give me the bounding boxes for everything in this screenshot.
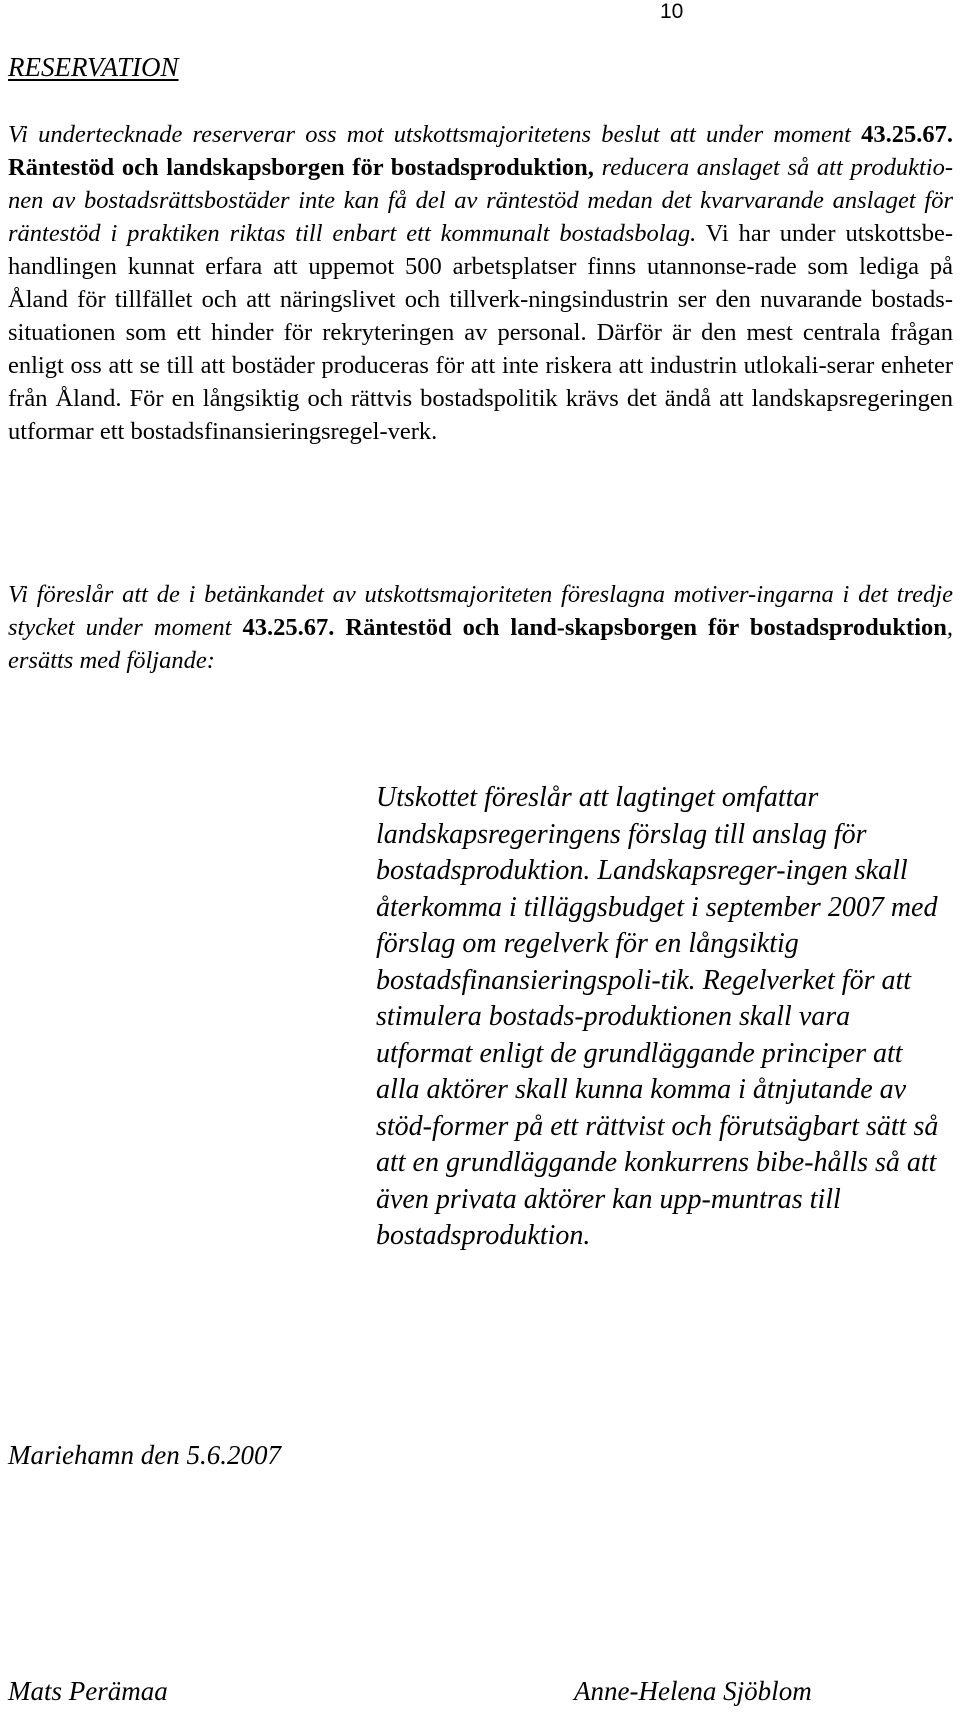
paragraph-reservation-rationale [8, 118, 953, 448]
budget-moment-reference: 43.25.67. Räntestöd och landskapsborgen för bostadsproduktion, [8, 121, 953, 181]
signatory-2: Anne-Helena Sjöblom [574, 1676, 812, 1706]
place-and-date: Mariehamn den 5.6.2007 [8, 1440, 281, 1470]
page-number: 10 [660, 0, 684, 23]
heading-reservation: RESERVATION [8, 52, 179, 82]
paragraph-proposal [8, 578, 953, 677]
paragraph-2-intro: Vi föreslår att de i betänkandet av utskottsmajoriteten föreslagna motiver-ingarna i det tredje stycket under moment [8, 581, 953, 641]
proposed-motivation-quote: Utskottet föreslår att lagtinget omfattar landskapsregeringens förslag till anslag för bostadsproduktion. Landskapsreger-ingen skall återkomma i tilläggsbudget i september 2007 med förslag om regelverk för en långsiktig bostadsfinansieringspoli-tik. Regelverket för att stimulera bostads-produktionen skall vara utformat enligt de grundläggande principer att alla aktörer skall kunna komma i åtnjutande av stöd-former på ett rättvist och förutsägbart sätt så att en grundläggande konkurrens bibe-hålls så att även privata aktörer kan upp-muntras till bostadsproduktion. [376, 782, 939, 1251]
paragraph-1-body: reducera anslaget så att produktio-nen av bostadsrättsbostäder inte kan få del av räntestöd medan det kvarvarande anslaget för räntestöd i praktiken riktas till enbart ett kommunalt bostadsbolag. [8, 154, 953, 247]
paragraph-1-body-upright: Vi har under utskottsbe-handlingen kunnat erfara att uppemot 500 arbetsplatser finns utannonse-rade som lediga på Åland för tillfället och att näringslivet och tillverk-ningsindustrin ser den nuvarande bostads-situationen som ett hinder för rekryteringen av personal. Därför är den mest centrala frågan enligt oss att se till att bostäder produceras för att inte riskera att industrin utlokali-serar enheter från Åland. För en långsiktig och rättvis bostadspolitik krävs det ändå att landskapsregeringen utformar ett bostadsfinansieringsregel-verk. [8, 220, 953, 445]
budget-moment-reference-2: 43.25.67. Räntestöd och land-skapsborgen för bostadsproduktion [242, 614, 947, 641]
signatory-1: Mats Perämaa [8, 1676, 168, 1706]
paragraph-2-outro: , ersätts med följande: [8, 614, 953, 674]
paragraph-1-intro: Vi undertecknade reserverar oss mot utskottsmajoritetens beslut att under moment [8, 121, 862, 148]
